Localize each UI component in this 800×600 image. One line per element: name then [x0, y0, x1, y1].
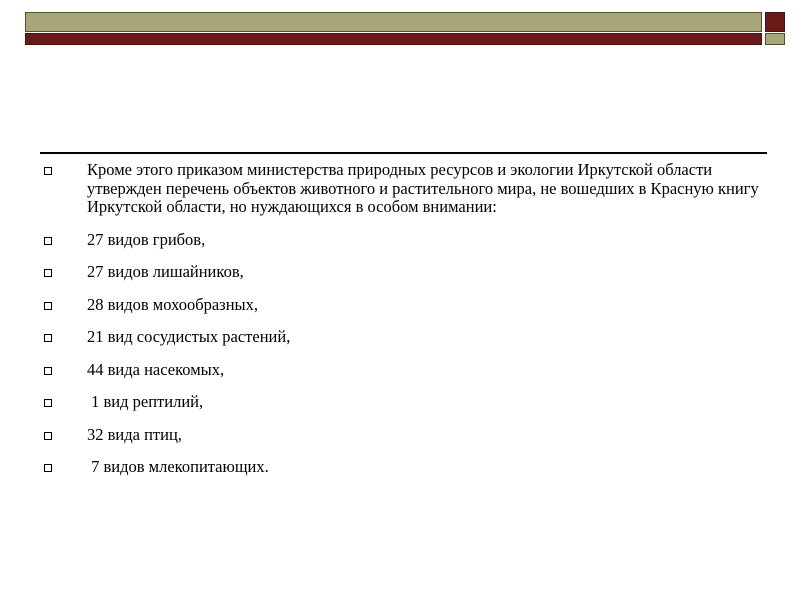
list-item-text: 28 видов мохообразных,	[87, 294, 258, 314]
list-item	[40, 458, 770, 477]
square-bullet-icon	[44, 464, 52, 472]
list-item-text: 1 вид рептилий,	[87, 392, 204, 411]
list-item	[40, 263, 770, 282]
square-bullet-icon	[44, 334, 52, 342]
list-item-text: 44 вида насекомых,	[87, 359, 225, 379]
header-bar-maroon	[25, 33, 762, 45]
header-square-maroon	[765, 12, 785, 32]
square-bullet-icon	[44, 367, 52, 375]
list-item-text: 7 видов млекопитающих.	[87, 457, 269, 476]
list-item	[40, 393, 770, 412]
list-item-text: 27 видов лишайников,	[87, 262, 244, 281]
list-item-text: 27 видов грибов,	[87, 229, 206, 249]
square-bullet-icon	[44, 432, 52, 440]
square-bullet-icon	[44, 237, 52, 245]
header-square-olive	[765, 33, 785, 45]
square-bullet-icon	[44, 269, 52, 277]
list-item	[40, 296, 770, 315]
bullet-list	[40, 161, 770, 491]
list-item	[40, 328, 770, 347]
list-item	[40, 161, 770, 217]
list-item-text: Кроме этого приказом министерства природных ресурсов и экологии Иркутской области утвержден перечень объектов животного и растительного мира, не вошедших в Красную книгу Иркутской области, но нуждающихся в особом внимании:	[87, 160, 763, 216]
list-item	[40, 361, 770, 380]
list-item	[40, 231, 770, 250]
list-item-text: 32 вида птиц,	[87, 424, 182, 444]
title-divider	[40, 152, 767, 154]
list-item	[40, 426, 770, 445]
square-bullet-icon	[44, 302, 52, 310]
square-bullet-icon	[44, 167, 52, 175]
square-bullet-icon	[44, 399, 52, 407]
header-bar-olive	[25, 12, 762, 32]
list-item-text: 21 вид сосудистых растений,	[87, 327, 291, 346]
